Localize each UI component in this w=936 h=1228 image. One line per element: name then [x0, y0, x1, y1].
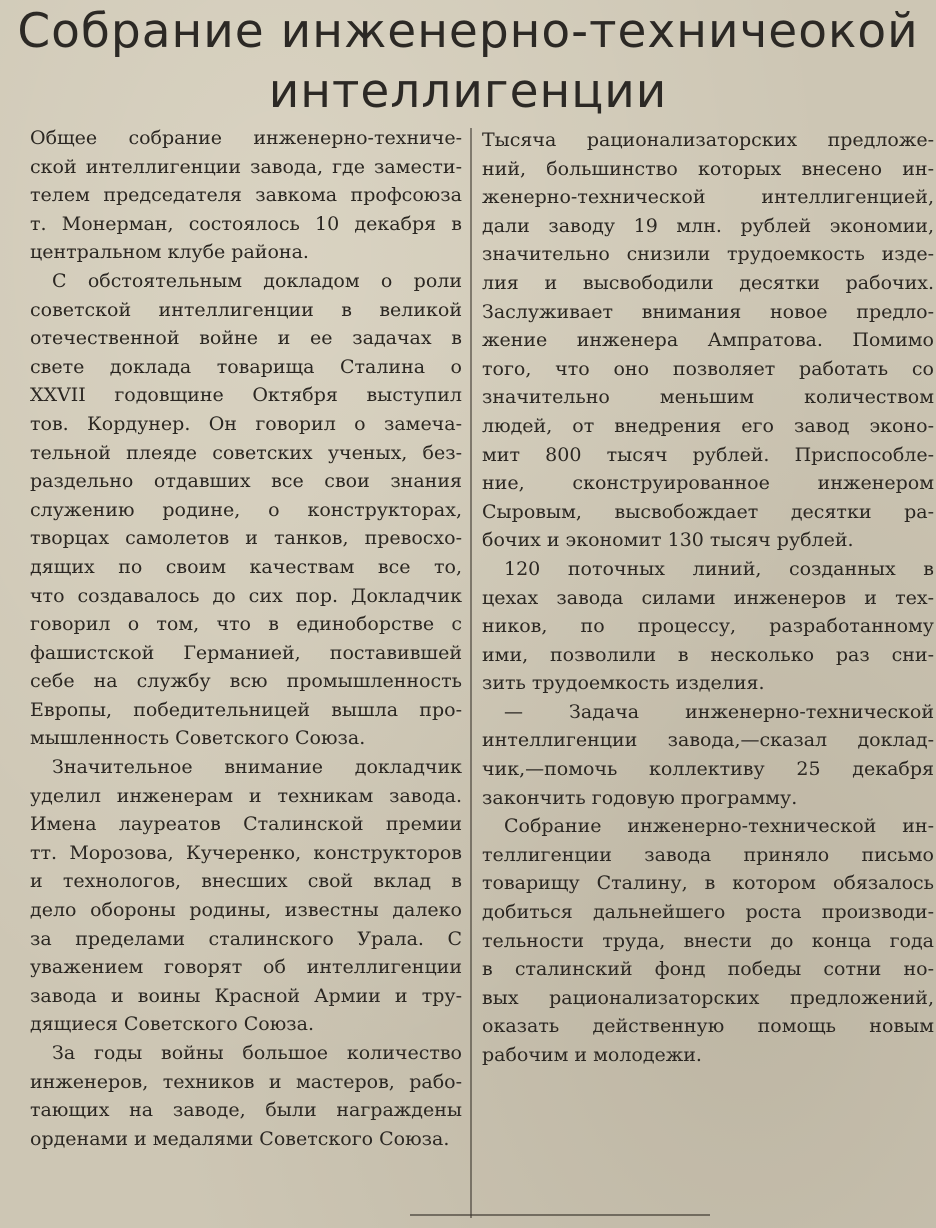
- right-column-line: значительно меньшим количеством: [482, 386, 934, 409]
- left-column-line: завода и воины Красной Армии и тру-: [30, 984, 462, 1007]
- right-column-line: в сталинский фонд победы сотни но-: [482, 958, 934, 981]
- left-column-line: дело обороны родины, известны далеко: [30, 899, 462, 922]
- left-column-line: орденами и медалями Советского Союза.: [30, 1127, 450, 1150]
- right-column-line: цехах завода силами инженеров и тех-: [482, 586, 934, 609]
- left-column-line: дящих по своим качествам все то,: [30, 555, 462, 578]
- right-column-line: оказать действенную помощь новым: [482, 1015, 934, 1038]
- left-column-line: С обстоятельным докладом о роли: [52, 269, 462, 292]
- column-divider: [470, 128, 472, 1218]
- right-column-line: вых рационализаторских предложений,: [482, 986, 934, 1009]
- article-end-rule: [410, 1214, 710, 1216]
- left-column-line: за пределами сталинского Урала. С: [30, 927, 462, 950]
- right-column-line: ими, позволили в несколько раз сни-: [482, 643, 934, 666]
- left-column-line: тающих на заводе, были награждены: [30, 1099, 462, 1122]
- right-column-line: товарищу Сталину, в котором обязалось: [482, 872, 934, 895]
- right-column-line: значительно снизили трудоемкость изде-: [482, 243, 934, 266]
- right-column-line: чик,—помочь коллективу 25 декабря: [482, 758, 934, 781]
- left-column-line: тов. Кордунер. Он говорил о замеча-: [30, 412, 462, 435]
- left-column-line: телем председателя завкома профсоюза: [30, 184, 462, 207]
- left-column-line: и технологов, внесших свой вклад в: [30, 870, 462, 893]
- right-column-line: теллигенции завода приняло письмо: [482, 843, 934, 866]
- left-column-line: раздельно отдавших все свои знания: [30, 470, 462, 493]
- article-left-column: [30, 124, 462, 1153]
- right-column-line: того, что оно позволяет работать со: [482, 357, 934, 380]
- right-column-line: Заслуживает внимания новое предло-: [482, 300, 934, 323]
- left-column-line: уделил инженерам и техникам завода.: [30, 784, 462, 807]
- right-column-line: Тысяча рационализаторских предложе-: [482, 129, 934, 151]
- right-column-line: жение инженера Ампратова. Помимо: [482, 329, 934, 352]
- right-column-line: ние, сконструированное инженером: [482, 472, 934, 495]
- article-right-column: [482, 126, 934, 1070]
- right-column-line: закончить годовую программу.: [482, 786, 798, 809]
- right-column-line: бочих и экономит 130 тысяч рублей.: [482, 529, 854, 552]
- left-column-line: творцах самолетов и танков, превосхо-: [30, 527, 462, 550]
- right-column-line: лия и высвободили десятки рабочих.: [482, 271, 934, 294]
- left-column-line: центральном клубе района.: [30, 241, 309, 264]
- left-column-line: говорил о том, что в единоборстве с: [30, 613, 462, 636]
- right-column-line: интеллигенции завода,—сказал доклад-: [482, 729, 934, 752]
- left-column-line: советской интеллигенции в великой: [30, 298, 462, 321]
- left-column-line: тт. Морозова, Кучеренко, конструкторов: [30, 841, 462, 864]
- left-column-line: свете доклада товарища Сталина о: [30, 355, 462, 378]
- right-column-line: Сыровым, высвобождает десятки ра-: [482, 500, 934, 523]
- left-column-line: служению родине, о конструкторах,: [30, 498, 462, 521]
- headline-line-1: Собрание инженерно-техничеокой: [17, 4, 919, 59]
- left-column-line: Имена лауреатов Сталинской премии: [30, 813, 462, 836]
- left-column-line: что создавалось до сих пор. Докладчик: [30, 584, 462, 607]
- left-column-line: мышленность Советского Союза.: [30, 727, 366, 750]
- right-column-line: 120 поточных линий, созданных в: [504, 557, 934, 580]
- left-column-line: т. Монерман, состоялось 10 декабря в: [30, 212, 462, 235]
- left-column-line: инженеров, техников и мастеров, рабо-: [30, 1070, 462, 1093]
- headline-line-2: интеллигенции: [268, 64, 668, 119]
- left-column-line: ской интеллигенции завода, где замести-: [30, 155, 462, 178]
- left-column-line: отечественной войне и ее задачах в: [30, 327, 462, 350]
- right-column-line: зить трудоемкость изделия.: [482, 672, 765, 695]
- right-column-line: ников, по процессу, разработанному: [482, 615, 934, 638]
- left-column-line: Значительное внимание докладчик: [52, 756, 462, 779]
- left-column-line: тельной плеяде советских ученых, без-: [30, 441, 462, 464]
- right-column-line: рабочим и молодежи.: [482, 1044, 702, 1066]
- right-column-line: женерно-технической интеллигенцией,: [482, 186, 934, 209]
- left-column-line: Общее собрание инженерно-техниче-: [30, 127, 462, 149]
- left-column-line: За годы войны большое количество: [52, 1042, 462, 1064]
- left-column-line: фашистской Германией, поставившей: [30, 641, 462, 664]
- right-column-line: тельности труда, внести до конца года: [482, 929, 934, 952]
- right-column-line: добиться дальнейшего роста производи-: [482, 901, 934, 924]
- right-column-line: дали заводу 19 млн. рублей экономии,: [482, 214, 934, 237]
- left-column-line: XXVII годовщине Октября выступил: [30, 384, 462, 407]
- right-column-line: людей, от внедрения его завод эконо-: [482, 414, 934, 437]
- right-column-line: ний, большинство которых внесено ин-: [482, 157, 934, 180]
- left-column-line: себе на службу всю промышленность: [30, 670, 462, 693]
- left-column-line: дящиеся Советского Союза.: [30, 1013, 314, 1036]
- right-column-line: — Задача инженерно-технической: [504, 700, 934, 723]
- left-column-line: Европы, победительницей вышла про-: [30, 698, 462, 721]
- right-column-line: Собрание инженерно-технической ин-: [504, 815, 934, 838]
- left-column-line: уважением говорят об интеллигенции: [30, 956, 462, 979]
- right-column-line: мит 800 тысяч рублей. Приспособле-: [482, 443, 934, 466]
